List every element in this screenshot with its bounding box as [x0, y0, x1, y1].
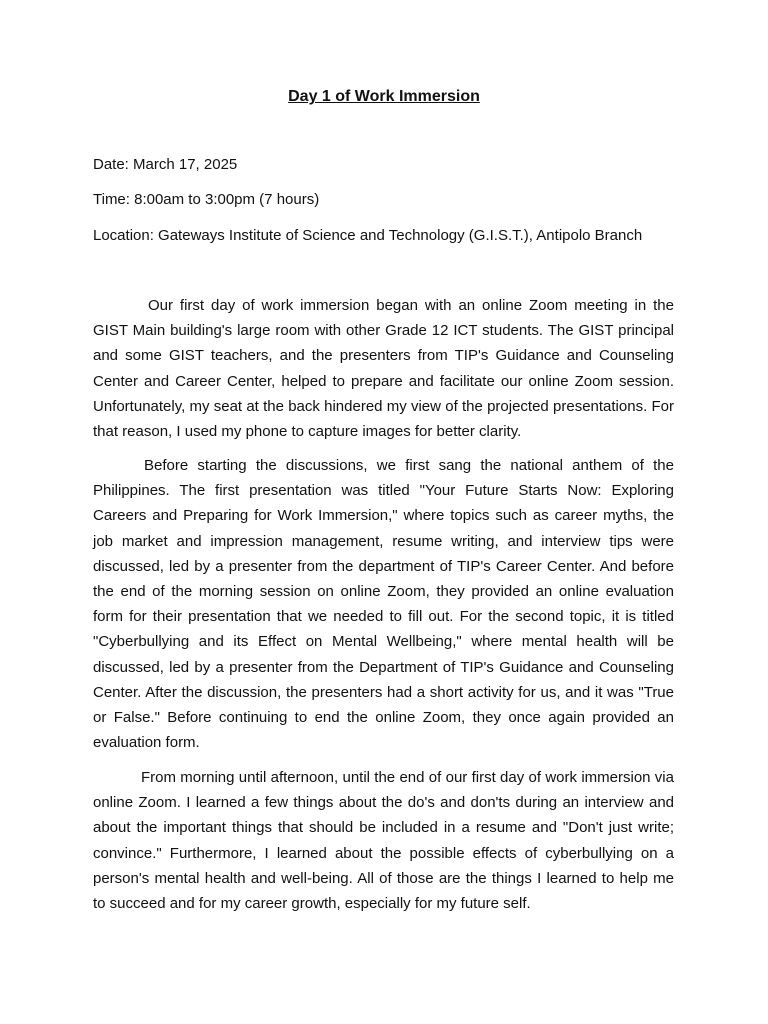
paragraph-2: Before starting the discussions, we first sang the national anthem of the Philippines. The first presentation was titled "Your Future Starts Now: Exploring Careers and Preparing for Work Immersion," where topics such as career myths, the job market and impression management, resume writing, and interview tips were discussed, led by a presenter from the department of TIP's Career Center. And before the end of the morning session on online Zoom, they provided an online evaluation form for their presentation that we needed to fill out. For the second topic, it is titled "Cyberbullying and its Effect on Mental Wellbeing," where mental health will be discussed, led by a presenter from the Department of TIP's Guidance and Counseling Center. After the discussion, the presenters had a short activity for us, and it was "True or False." Before continuing to end the online Zoom, they once again provided an evaluation form. — [93, 457, 674, 752]
paragraph-1: Our first day of work immersion began with an online Zoom meeting in the GIST Main building's large room with other Grade 12 ICT students. The GIST principal and some GIST teachers, and the presenters from TIP's Guidance and Counseling Center and Career Center, helped to prepare and facilitate our online Zoom session. Unfortunately, my seat at the back hindered my view of the projected presentations. For that reason, I used my phone to capture images for better clarity. — [93, 297, 674, 441]
paragraph-3: From morning until afternoon, until the end of our first day of work immersion via online Zoom. I learned a few things about the do's and don'ts during an interview and about the important things that should be included in a resume and "Don't just write; convince." Furthermore, I learned about the possible effects of cyberbullying on a person's mental health and well-being. All of those are the things I learned to help me to succeed and for my career growth, especially for my future self. — [93, 769, 674, 913]
location-line: Location: Gateways Institute of Science and Technology (G.I.S.T.), Antipolo Branch — [93, 227, 643, 244]
time-line: Time: 8:00am to 3:00pm (7 hours) — [93, 191, 320, 208]
date-line: Date: March 17, 2025 — [93, 156, 238, 173]
document-title: Day 1 of Work Immersion — [288, 88, 480, 105]
